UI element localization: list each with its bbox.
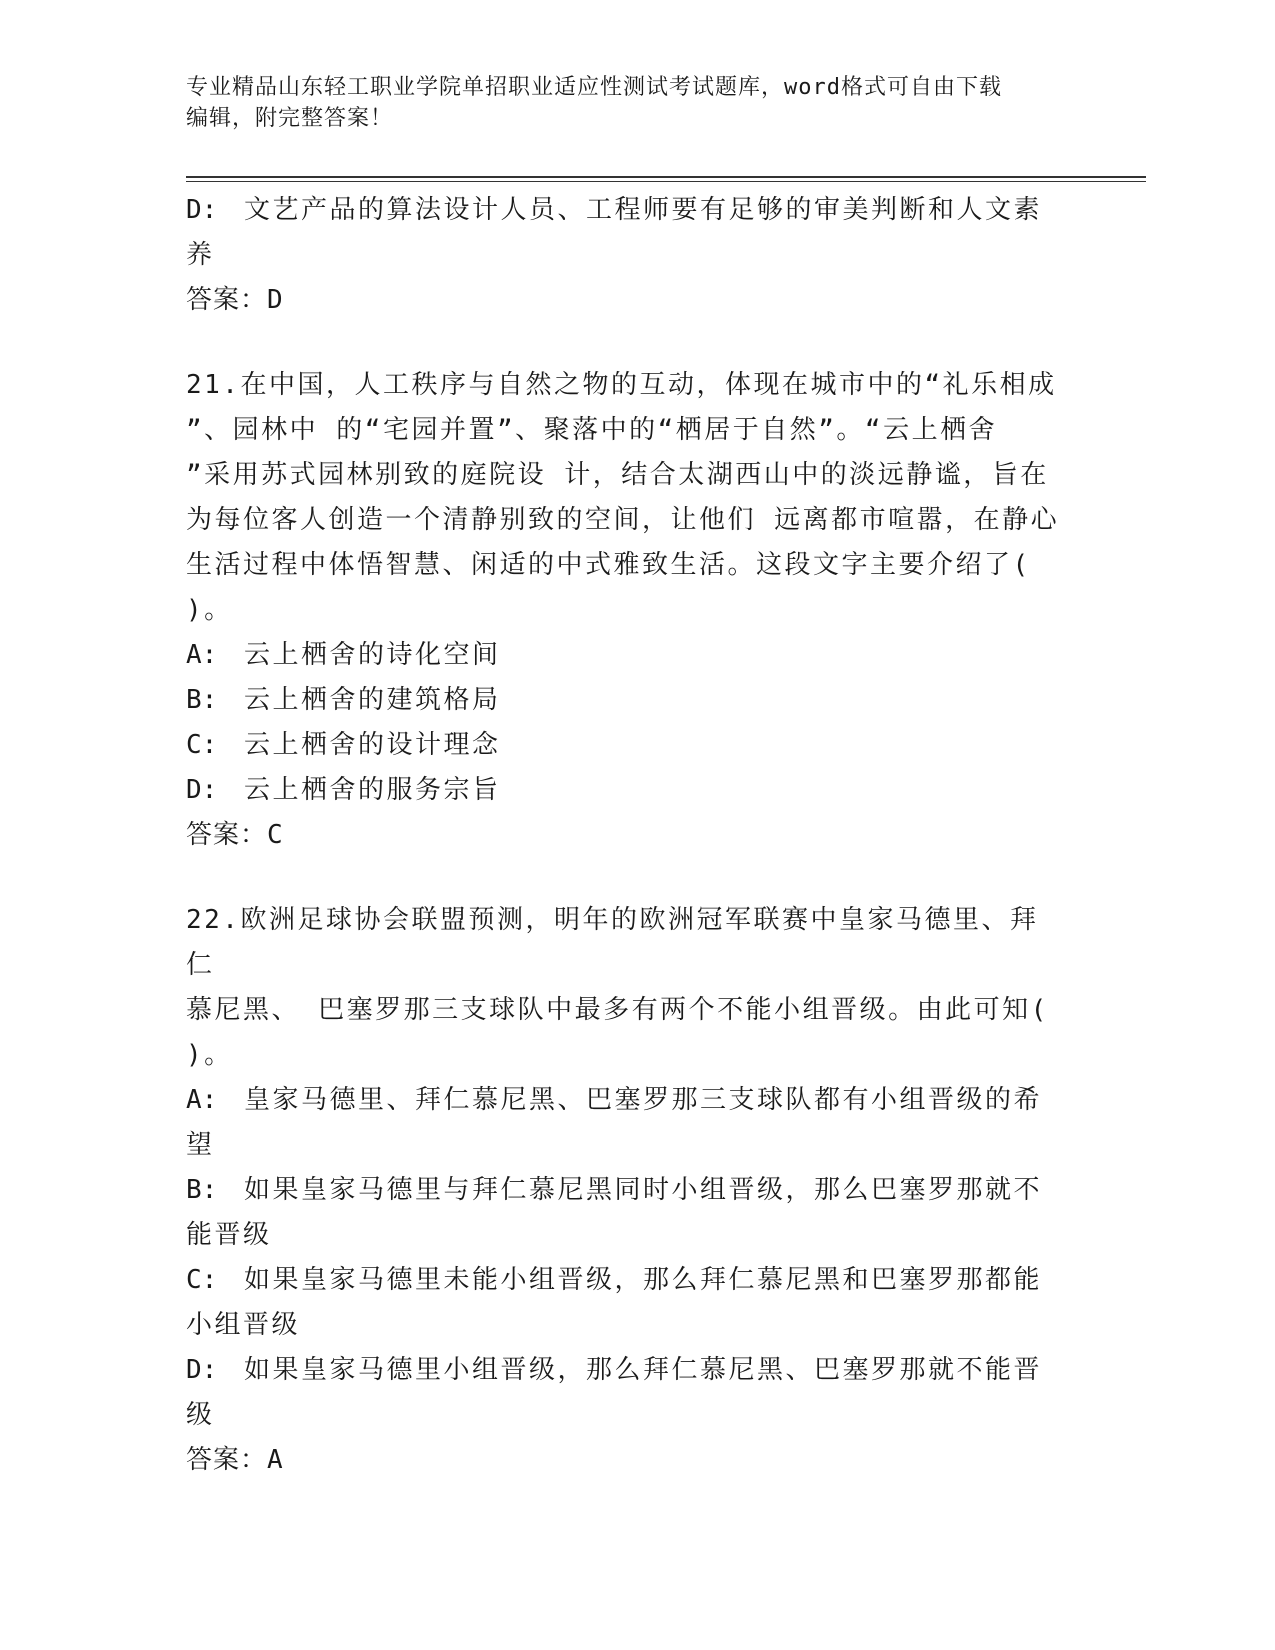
prev-option-d-cont [186, 233, 1066, 278]
option-text: 如果皇家马德里未能小组晋级，那么拜仁慕尼黑和巴塞罗那都能 [244, 1265, 1043, 1295]
option-text: 云上栖舍的建筑格局 [244, 685, 501, 715]
option-letter: B: [186, 685, 218, 715]
question-stem-line: ”采用苏式园林别致的庭院设 计，结合太湖西山中的淡远静谧，旨在 [186, 460, 1049, 490]
option-text-continued: 望 [186, 1130, 215, 1160]
option-letter: D: [186, 1355, 218, 1385]
option-text: 云上栖舍的服务宗旨 [244, 775, 501, 805]
option-letter: B: [186, 1175, 218, 1205]
option-letter: D: [186, 775, 218, 805]
option-b-cont [186, 1213, 1066, 1258]
document-body [186, 188, 1066, 1483]
option-letter: D: [186, 195, 218, 225]
option-letter: A: [186, 640, 218, 670]
question-stem-line: ”、园林中 的“宅园并置”、聚落中的“栖居于自然”。“云上栖舍 [186, 415, 998, 445]
option-c [186, 723, 1066, 768]
answer [186, 813, 1066, 858]
option-c [186, 1258, 1066, 1303]
header-rule-thick [186, 176, 1146, 178]
question-stem-line: 21.在中国，人工秩序与自然之物的互动，体现在城市中的“礼乐相成 [186, 370, 1057, 400]
option-text-continued: 小组晋级 [186, 1310, 301, 1340]
answer-value: A [267, 1445, 284, 1475]
option-d-cont [186, 1393, 1066, 1438]
answer-label: 答案： [186, 285, 268, 315]
question-stem-line: )。 [186, 1040, 233, 1070]
question-stem-line: )。 [186, 595, 233, 625]
answer-value: C [267, 820, 284, 850]
header-line-2: 编辑，附完整答案！ [186, 106, 394, 131]
option-b [186, 678, 1066, 723]
question-stem-line: 为每位客人创造一个清静别致的空间，让他们 远离都市喧嚣，在静心 [186, 505, 1060, 535]
answer-value: D [267, 285, 284, 315]
option-d [186, 1348, 1066, 1393]
header-rule-thin [186, 181, 1146, 182]
option-text-continued: 能晋级 [186, 1220, 272, 1250]
header-line-1: 专业精品山东轻工职业学院单招职业适应性测试考试题库，word格式可自由下载 [186, 75, 1002, 100]
option-text-continued: 级 [186, 1400, 215, 1430]
option-text-continued: 养 [186, 240, 215, 270]
option-letter: C: [186, 730, 218, 760]
question-22 [186, 898, 1066, 1483]
option-text: 如果皇家马德里与拜仁慕尼黑同时小组晋级，那么巴塞罗那就不 [244, 1175, 1043, 1205]
option-text: 云上栖舍的诗化空间 [244, 640, 501, 670]
question-21 [186, 363, 1066, 858]
option-d [186, 768, 1066, 813]
answer [186, 1438, 1066, 1483]
page-header [186, 72, 1066, 134]
option-text: 皇家马德里、拜仁慕尼黑、巴塞罗那三支球队都有小组晋级的希 [244, 1085, 1043, 1115]
prev-answer [186, 278, 1066, 323]
answer-label: 答案： [186, 1445, 268, 1475]
option-letter: A: [186, 1085, 218, 1115]
option-c-cont [186, 1303, 1066, 1348]
option-a [186, 633, 1066, 678]
option-text: 云上栖舍的设计理念 [244, 730, 501, 760]
question-stem-line: 生活过程中体悟智慧、闲适的中式雅致生活。这段文字主要介绍了( [186, 550, 1031, 580]
option-b [186, 1168, 1066, 1213]
prev-option-d [186, 188, 1066, 233]
option-text: 如果皇家马德里小组晋级，那么拜仁慕尼黑、巴塞罗那就不能晋 [244, 1355, 1043, 1385]
question-stem-line: 慕尼黑、 巴塞罗那三支球队中最多有两个不能小组晋级。由此可知( [186, 995, 1049, 1025]
option-text: 文艺产品的算法设计人员、工程师要有足够的审美判断和人文素 [244, 195, 1043, 225]
option-a-cont [186, 1123, 1066, 1168]
answer-label: 答案： [186, 820, 268, 850]
option-letter: C: [186, 1265, 218, 1295]
question-stem-line: 22.欧洲足球协会联盟预测，明年的欧洲冠军联赛中皇家马德里、拜仁 [186, 905, 1039, 980]
option-a [186, 1078, 1066, 1123]
